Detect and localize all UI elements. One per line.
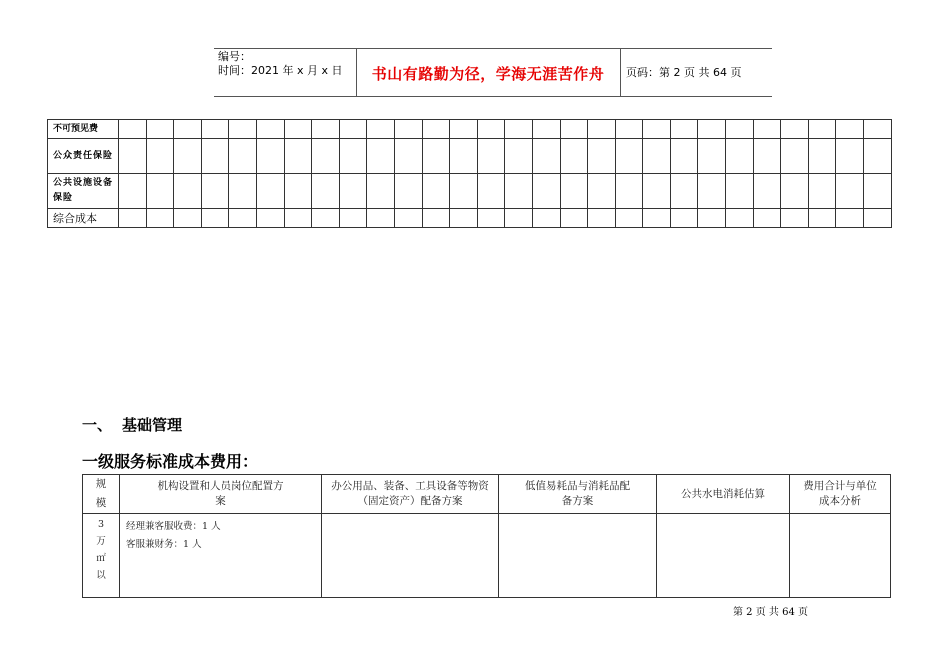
grid-cell (726, 209, 754, 228)
grid-cell (588, 209, 616, 228)
header-page-code: 页码：第 2 页 共 64 页 (626, 66, 742, 79)
grid-cell (394, 174, 422, 209)
grid-cell (505, 209, 533, 228)
grid-cell (174, 139, 202, 174)
grid-cell (560, 209, 588, 228)
header-divider-right (620, 48, 621, 96)
cell-fixed-assets (322, 514, 499, 598)
grid-cell (284, 174, 312, 209)
grid-cell (312, 209, 340, 228)
grid-cell (615, 174, 643, 209)
grid-cell (312, 139, 340, 174)
grid-cell (119, 209, 147, 228)
grid-cell (146, 139, 174, 174)
grid-cell (450, 139, 478, 174)
grid-cell (201, 139, 229, 174)
grid-cell (726, 174, 754, 209)
grid-cell (643, 209, 671, 228)
grid-cell (146, 174, 174, 209)
row-label: 综合成本 (48, 209, 119, 228)
header-staffing (120, 475, 322, 514)
grid-cell (256, 174, 284, 209)
grid-cell (670, 209, 698, 228)
header-consumables-text: 低值易耗品与消耗品配备方案 (525, 480, 630, 507)
grid-cell (312, 174, 340, 209)
grid-cell (201, 120, 229, 139)
grid-cell (422, 209, 450, 228)
grid-cell (119, 174, 147, 209)
grid-cell (808, 209, 836, 228)
grid-cell (808, 120, 836, 139)
cost-grid-table (47, 119, 892, 228)
grid-cell (864, 120, 892, 139)
section-number: 一、 (82, 416, 113, 434)
grid-cell (394, 120, 422, 139)
table-row (48, 174, 892, 209)
grid-cell (836, 174, 864, 209)
grid-cell (339, 174, 367, 209)
cell-scale (83, 514, 120, 598)
header-motto: 书山有路勤为径，学海无涯苦作舟 (371, 65, 605, 83)
grid-cell (284, 120, 312, 139)
grid-cell (615, 209, 643, 228)
table-row (48, 120, 892, 139)
grid-cell (864, 139, 892, 174)
grid-cell (256, 120, 284, 139)
grid-cell (726, 120, 754, 139)
header-cost-analysis-text: 费用合计与单位成本分析 (803, 480, 877, 507)
grid-cell (670, 174, 698, 209)
grid-cell (367, 120, 395, 139)
subheading: 一级服务标准成本费用： (82, 452, 259, 471)
header-consumables (499, 475, 657, 514)
cell-cost-analysis (790, 514, 891, 598)
staff-line: 客服兼财务：1 人 (126, 539, 202, 550)
grid-cell (560, 120, 588, 139)
staff-line: 经理兼客服收费：1 人 (126, 521, 221, 532)
grid-cell (229, 209, 257, 228)
grid-cell (505, 120, 533, 139)
row-label: 公共设施设备保险 (48, 174, 119, 209)
grid-cell (532, 139, 560, 174)
scale-value: 3万㎡以 (96, 519, 106, 581)
header-utilities (657, 475, 790, 514)
grid-cell (174, 209, 202, 228)
grid-cell (726, 139, 754, 174)
grid-cell (670, 139, 698, 174)
grid-cell (367, 209, 395, 228)
grid-cell (174, 174, 202, 209)
table-row (48, 209, 892, 228)
grid-cell (256, 139, 284, 174)
grid-cell (174, 120, 202, 139)
grid-cell (781, 139, 809, 174)
row-label: 不可预见费 (48, 120, 119, 139)
row-label: 公众责任保险 (48, 139, 119, 174)
header-scale (83, 475, 120, 514)
grid-cell (422, 120, 450, 139)
grid-cell (477, 209, 505, 228)
header-scale-text: 规模 (95, 478, 107, 509)
grid-cell (753, 209, 781, 228)
grid-cell (532, 209, 560, 228)
grid-cell (588, 120, 616, 139)
grid-cell (229, 139, 257, 174)
section-heading (82, 414, 182, 435)
grid-cell (864, 209, 892, 228)
grid-cell (339, 120, 367, 139)
grid-cell (339, 139, 367, 174)
grid-cell (256, 209, 284, 228)
grid-cell (615, 139, 643, 174)
grid-cell (146, 209, 174, 228)
grid-cell (477, 120, 505, 139)
grid-cell (450, 174, 478, 209)
grid-cell (532, 120, 560, 139)
grid-cell (753, 120, 781, 139)
grid-cell (698, 120, 726, 139)
cell-utilities (657, 514, 790, 598)
grid-cell (781, 209, 809, 228)
page-footer: 第 2 页 共 64 页 (733, 607, 808, 618)
grid-cell (505, 174, 533, 209)
grid-cell (367, 139, 395, 174)
grid-cell (229, 120, 257, 139)
document-date: 时间：2021 年 x 月 x 日 (218, 64, 343, 77)
grid-cell (450, 120, 478, 139)
header-fixed-assets-text: 办公用品、装备、工具设备等物资（固定资产）配备方案 (331, 480, 489, 507)
header-staffing-text: 机构设置和人员岗位配置方案 (157, 480, 284, 507)
grid-cell (753, 174, 781, 209)
section-title: 基础管理 (122, 416, 183, 434)
grid-cell (477, 174, 505, 209)
grid-cell (450, 209, 478, 228)
grid-cell (698, 209, 726, 228)
header-utilities-text: 公共水电消耗估算 (681, 487, 765, 500)
grid-cell (864, 174, 892, 209)
grid-cell (394, 139, 422, 174)
grid-cell (284, 209, 312, 228)
grid-cell (643, 174, 671, 209)
grid-cell (643, 139, 671, 174)
grid-cell (422, 174, 450, 209)
grid-cell (808, 174, 836, 209)
grid-cell (643, 120, 671, 139)
grid-cell (119, 120, 147, 139)
grid-cell (532, 174, 560, 209)
table-header-row (83, 475, 891, 514)
grid-cell (588, 139, 616, 174)
grid-cell (367, 174, 395, 209)
grid-cell (284, 139, 312, 174)
grid-cell (781, 120, 809, 139)
grid-cell (698, 139, 726, 174)
grid-cell (229, 174, 257, 209)
header-cost-analysis (790, 475, 891, 514)
standard-cost-table (82, 474, 891, 598)
grid-cell (753, 139, 781, 174)
grid-cell (670, 120, 698, 139)
grid-cell (560, 174, 588, 209)
grid-cell (781, 174, 809, 209)
grid-cell (201, 209, 229, 228)
header-fixed-assets (322, 475, 499, 514)
document-number-label: 编号： (218, 50, 251, 63)
grid-cell (836, 209, 864, 228)
grid-cell (615, 120, 643, 139)
grid-cell (836, 120, 864, 139)
grid-cell (588, 174, 616, 209)
table-row (48, 139, 892, 174)
grid-cell (312, 120, 340, 139)
cell-consumables (499, 514, 657, 598)
grid-cell (146, 120, 174, 139)
grid-cell (119, 139, 147, 174)
cell-staffing (120, 514, 322, 598)
header-bottom-rule (214, 96, 772, 97)
table-row (83, 514, 891, 598)
grid-cell (339, 209, 367, 228)
header-top-rule (214, 48, 772, 49)
grid-cell (394, 209, 422, 228)
grid-cell (808, 139, 836, 174)
grid-cell (698, 174, 726, 209)
grid-cell (422, 139, 450, 174)
grid-cell (836, 139, 864, 174)
grid-cell (560, 139, 588, 174)
grid-cell (477, 139, 505, 174)
grid-cell (505, 139, 533, 174)
grid-cell (201, 174, 229, 209)
